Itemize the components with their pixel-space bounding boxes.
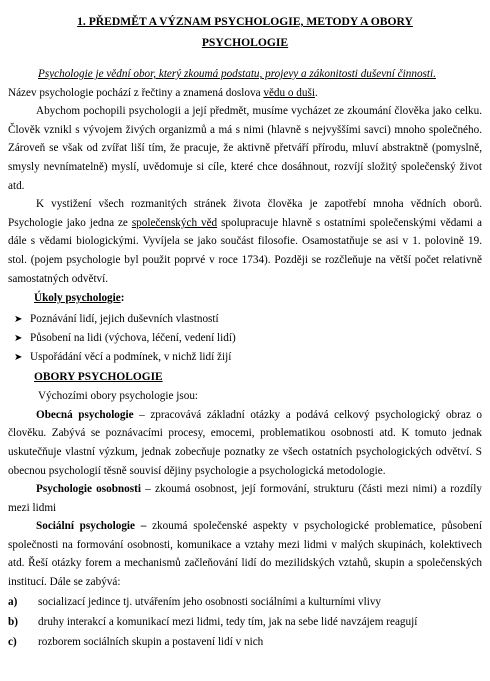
list-marker: c) [8,635,17,648]
list-item [8,632,482,652]
tasks-list [14,310,482,367]
task-text: Působení na lidi (výchova, léčení, vedení lidí) [30,332,236,345]
general-psychology-paragraph [8,406,482,480]
social-psychology-paragraph [8,517,482,591]
list-item-text: rozborem sociálních skupin a postavení lidí v nich [38,635,264,648]
sciences-paragraph [8,195,482,288]
origin-end: . [314,86,318,99]
definition-text: Psychologie je vědní obor, který zkoumá podstatu, projevy a zákonitosti duševní činnosti. [38,68,436,80]
list-item [14,310,482,329]
tasks-heading-text: Úkoly psychologie [34,292,121,305]
personality-term: Psychologie osobnosti [36,483,141,496]
general-text: – zpracovává základní otázky a podává celkový psychologický obraz o člověku. Zabývá se poznávacími procesy, emocemi, problematikou osobnosti atd. K tomuto jednak uskutečňuje vlastní výzkum, jednak zobecňuje poznatky ze všech ostatních psychologických odvětví. S obecnou psychologií těsně souvisí dějiny psychologie a psychologická metodologie. [8,408,482,477]
human-paragraph: Abychom pochopili psychologii a její předmět, musíme vycházet ze zkoumání člověka jako celku. Člověk vznikl s vývojem živých organizmů a má s nimi (hlavně s nejvyššími savci) mnoho společného. Zároveň se však od zvířat liší tím, že pracuje, že aktivně přetváří přírodu, mluví abstraktně (pomyslně, smysly nevnímatelně) myslí, uvědomuje si cíle, které chce dosáhnout, rozvíjí složitý společenský život atd. [8,105,482,192]
fields-intro: Výchozími obory psychologie jsou: [38,390,199,403]
social-text: zkoumá společenské aspekty v psychologické problematice, působení společnosti na formování osobnosti, komunikace a vztahy mezi lidmi v malých skupinách, kolektivech atd. Řeší otázky forem a mechanismů začleňování lidí do mezilidských vztahů, skupin a společenských institucí. Dále se zabývá: [8,520,482,589]
sciences-underlined: společenských věd [131,216,218,229]
origin-text: Název psychologie pochází z řečtiny a znamená doslova [8,86,264,99]
tasks-heading-colon: : [120,292,125,305]
general-term: Obecná psychologie [36,408,134,421]
personality-text: – zkoumá osobnost, její formování, strukturu (části mezi nimi) a rozdíly mezi lidmi [8,483,482,514]
list-marker: b) [8,615,18,628]
origin-paragraph [8,84,482,103]
list-marker: a) [8,595,18,608]
tasks-heading [34,290,482,307]
list-item-text: socializací jedince tj. utvářením jeho osobnosti sociálními a kulturními vlivy [38,595,382,608]
list-item [14,348,482,367]
list-item [8,592,482,612]
social-topics-list [8,592,482,652]
origin-underlined: vědu o duši [263,86,315,99]
definition-paragraph [8,65,482,84]
task-text: Poznávání lidí, jejich duševních vlastností [30,313,219,326]
arrow-bullet-icon: ➤ [14,314,23,326]
personality-psychology-paragraph [8,480,482,517]
sciences-text-c: spolupracuje hlavně s ostatními společenskými vědami a dále s vědami biologickými. Vyvíjela se jako součást filosofie. Osamostatňuje se asi v 1. polovině 19. stol. (pojem psychologie byl použit poprvé v roce 1734). Později se rozčleňuje na větší počet relativně samostatných odvětví. [8,216,482,285]
list-item [14,329,482,348]
task-text: Uspořádání věcí a podmínek, v nichž lidí žijí [30,351,232,364]
arrow-bullet-icon: ➤ [14,333,23,345]
fields-heading: OBORY PSYCHOLOGIE [34,371,163,384]
title-line-1: 1. PŘEDMĚT A VÝZNAM PSYCHOLOGIE, METODY A OBORY [77,15,413,28]
sciences-text-a: K vystižení všech rozmanitých stránek života člověka je zapotřebí mnoha vědních oborů. Psychologie jako jedna ze [8,198,482,229]
social-term: Sociální psychologie – [36,520,147,533]
list-item [8,612,482,632]
page-title [8,11,482,53]
arrow-bullet-icon: ➤ [14,352,23,364]
list-item-text: druhy interakcí a komunikací mezi lidmi, tedy tím, jak na sebe lidé navzájem reagují [38,615,418,628]
title-line-2: PSYCHOLOGIE [201,36,289,49]
